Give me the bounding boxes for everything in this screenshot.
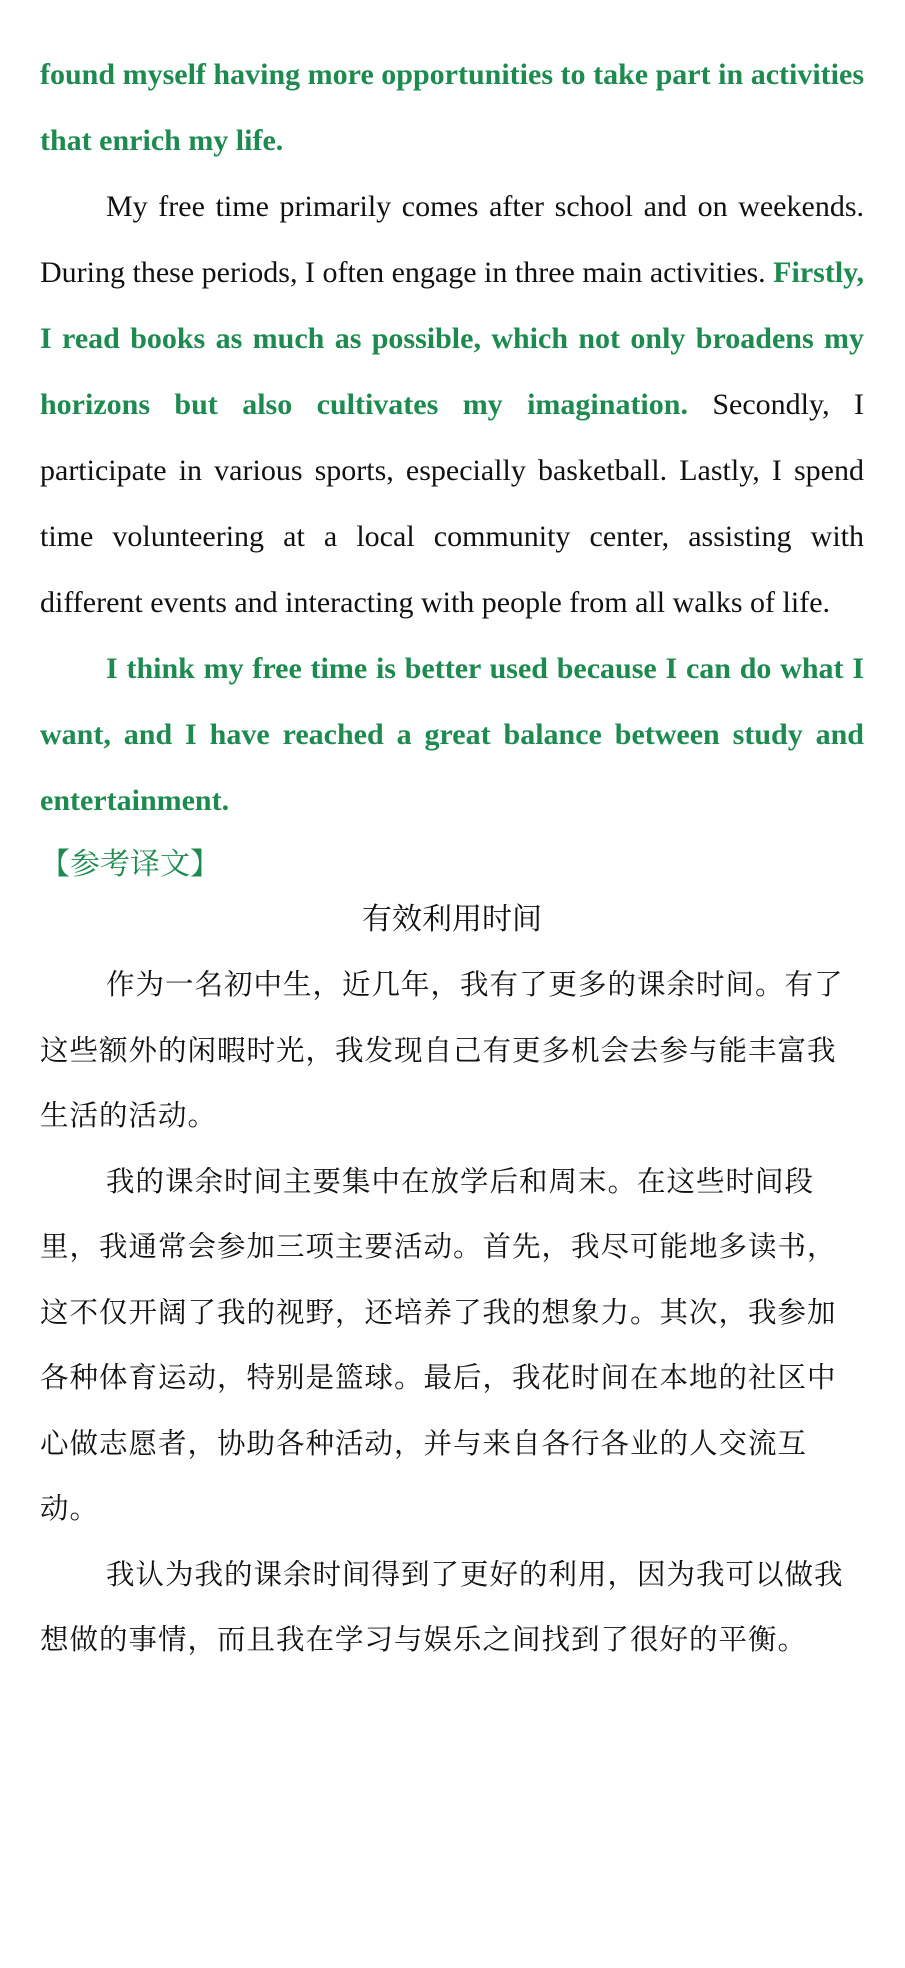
translation-paragraph-3: 我认为我的课余时间得到了更好的利用，因为我可以做我想做的事情，而且我在学习与娱乐之间找到了很好的平衡。 — [40, 1557, 844, 1656]
translation-paragraph-2: 我的课余时间主要集中在放学后和周末。在这些时间段里，我通常会参加三项主要活动。首先，我尽可能地多读书，这不仅开阔了我的视野，还培养了我的想象力。其次，我参加各种体育运动，特别是篮球。最后，我花时间在本地的社区中心做志愿者，协助各种活动，并与来自各行各业的人交流互动。 — [40, 1164, 837, 1525]
reference-translation-heading: 【参考译文】 — [40, 847, 220, 882]
highlight-sentence: I think my free time is better used because I can do what I want, and I have reached a great balance between study and entertainment. — [40, 652, 864, 817]
highlight-sentence: Firstly, I read books as much as possible, which not only broadens my horizons but also cultivates my imagination. — [40, 256, 864, 421]
english-paragraph-2 — [40, 174, 864, 636]
english-paragraph-3 — [40, 636, 864, 834]
body-text: Secondly, I participate in various sports, especially basketball. Lastly, I spend time volunteering at a local community center, assisting with different events and interacting with people from all walks of life. — [40, 388, 864, 619]
body-text: My free time primarily comes after school and on weekends. During these periods, I often engage in three main activities. — [40, 190, 864, 289]
translation-title: 有效利用时间 — [362, 902, 542, 937]
highlight-sentence: found myself having more opportunities to take part in activities that enrich my life. — [40, 58, 864, 157]
english-paragraph-1 — [40, 42, 864, 174]
translation-paragraph-1: 作为一名初中生，近几年，我有了更多的课余时间。有了这些额外的闲暇时光，我发现自己有更多机会去参与能丰富我生活的活动。 — [40, 968, 844, 1132]
document-page — [40, 42, 864, 1673]
